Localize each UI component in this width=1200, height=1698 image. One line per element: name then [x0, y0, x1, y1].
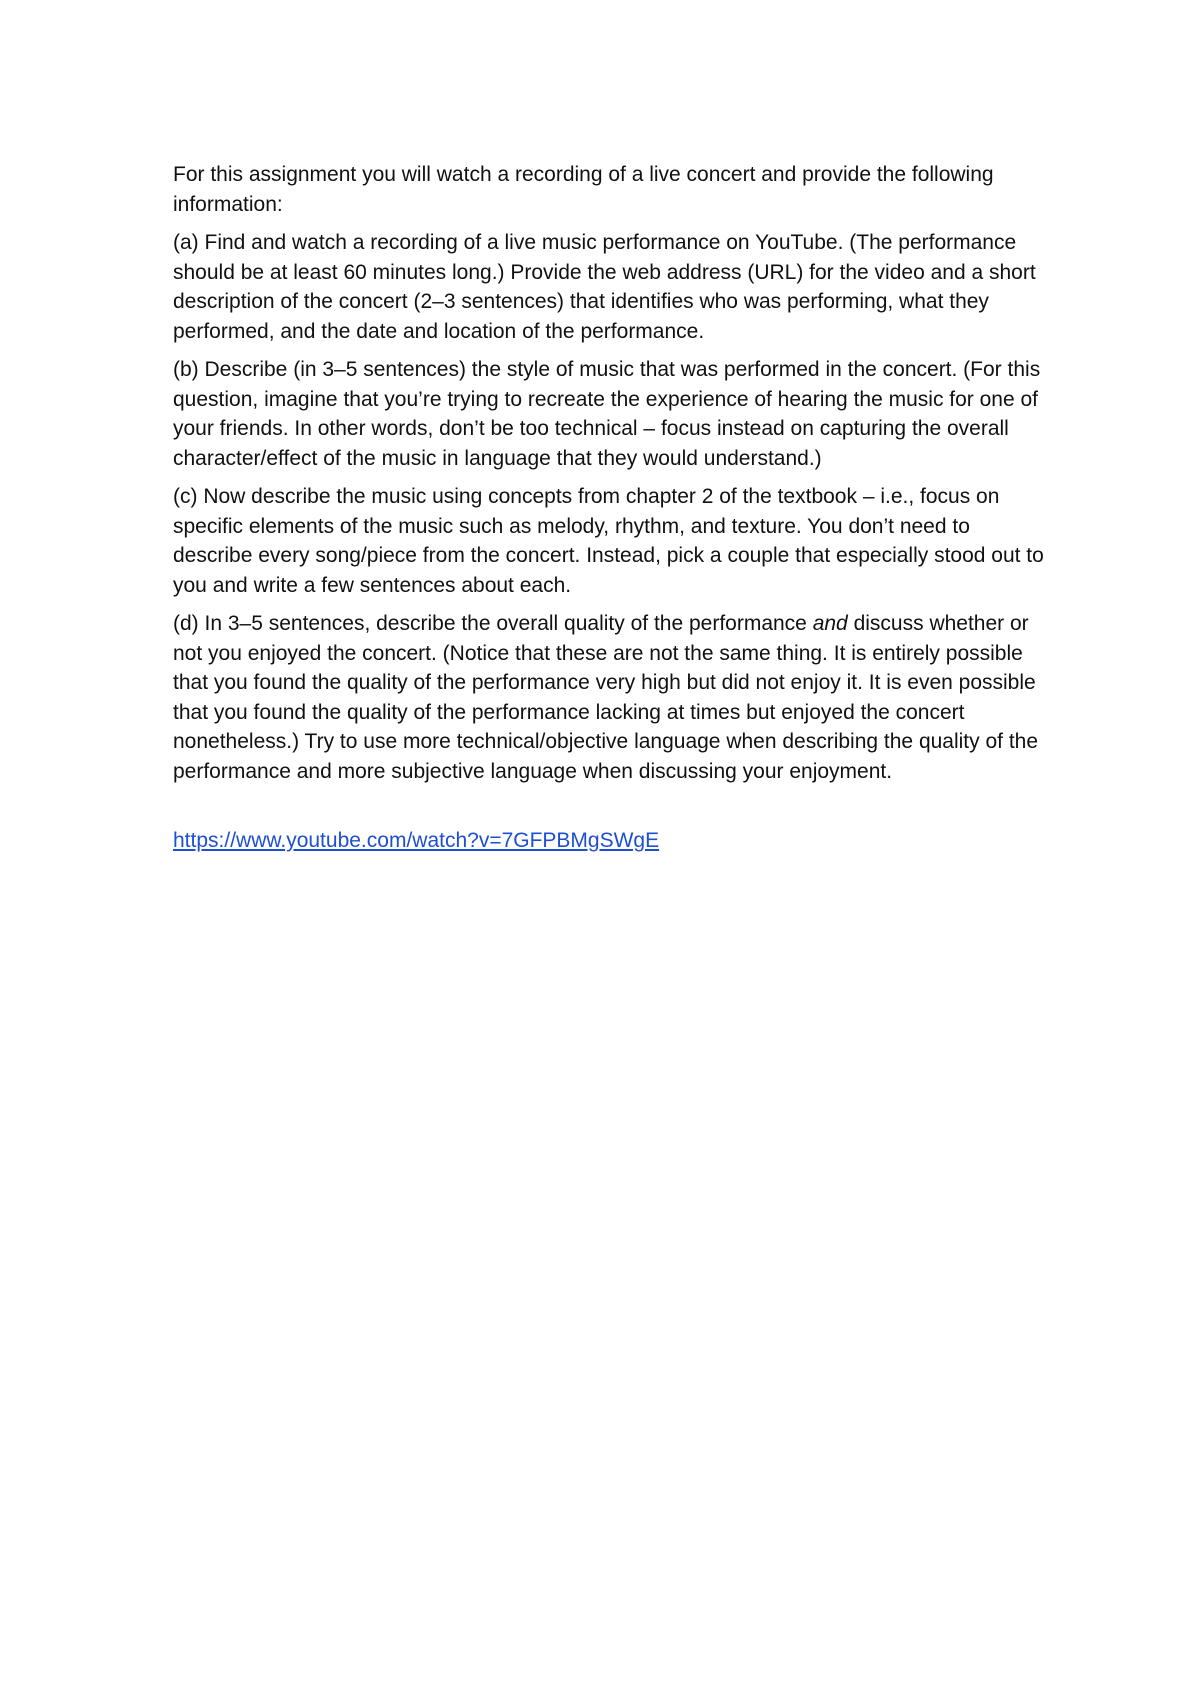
youtube-link[interactable]: https://www.youtube.com/watch?v=7GFPBMgSWgE — [173, 829, 660, 852]
intro-paragraph: For this assignment you will watch a recording of a live concert and provide the following information: — [173, 163, 994, 216]
part-b-paragraph: (b) Describe (in 3–5 sentences) the style of music that was performed in the concert. (For this question, imagine that you’re trying to recreate the experience of hearing the music for one of your friends. In other words, don’t be too technical – focus instead on capturing the overall character/effect of the music in language that they would understand.) — [173, 358, 1041, 470]
part-a-paragraph: (a) Find and watch a recording of a live music performance on YouTube. (The performance should be at least 60 minutes long.) Provide the web address (URL) for the video and a short description of the concert (2–3 sentences) that identifies who was performing, what they performed, and the date and location of the performance. — [173, 231, 1036, 343]
part-d-italic-word: and — [812, 612, 848, 635]
part-d-text-end: discuss whether or not you enjoyed the concert. (Notice that these are not the same thing. It is entirely possible that you found the quality of the performance very high but did not enjoy it. It is even possible that you found the quality of the performance lacking at times but enjoyed the concert nonetheless.) Try to use more technical/objective language when describing the quality of the performance and more subjective language when discussing your enjoyment. — [173, 612, 1039, 783]
part-c-paragraph: (c) Now describe the music using concepts from chapter 2 of the textbook – i.e., focus on specific elements of the music such as melody, rhythm, and texture. You don’t need to describe every song/piece from the concert. Instead, pick a couple that especially stood out to you and write a few sentences about each. — [173, 485, 1044, 597]
part-d-paragraph — [173, 609, 1053, 786]
url-paragraph — [173, 826, 1053, 856]
part-d-text-start: (d) In 3–5 sentences, describe the overall quality of the performance — [173, 612, 813, 635]
document-body — [173, 160, 1053, 865]
